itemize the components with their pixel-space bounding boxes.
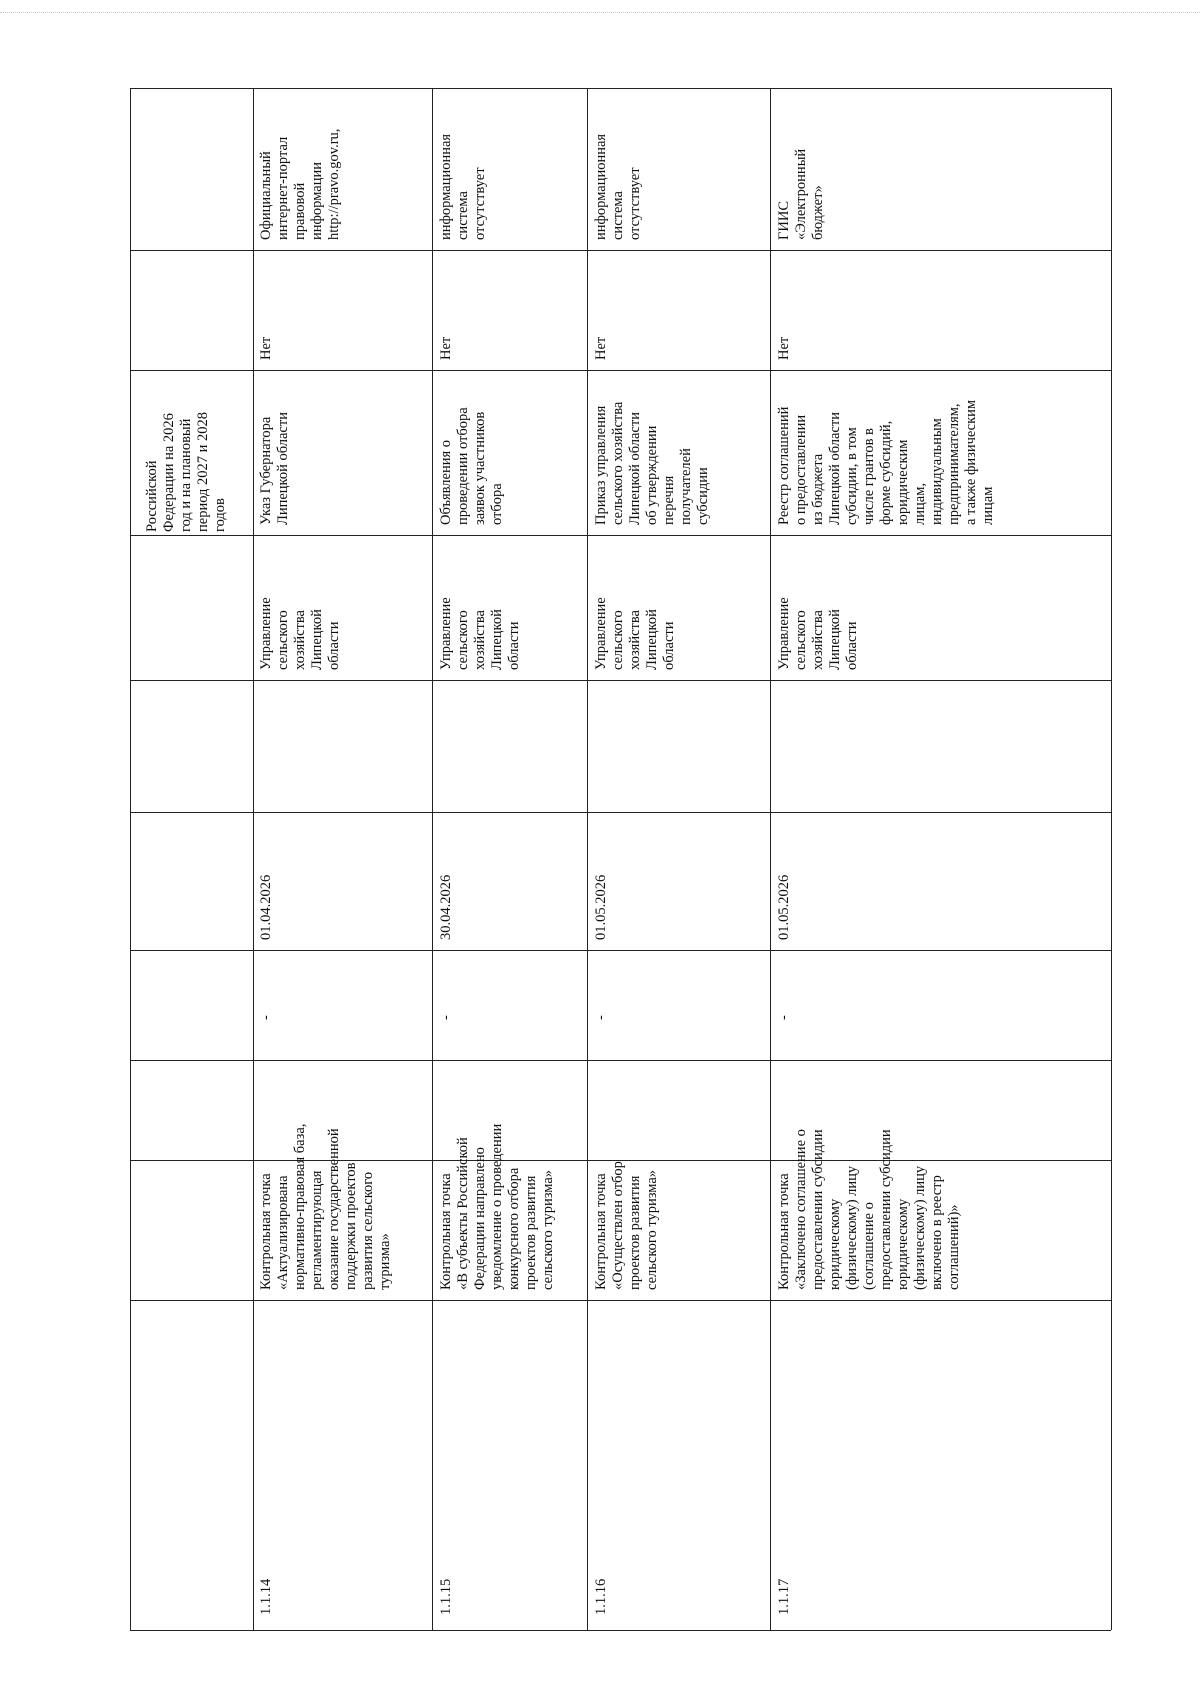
row-flag: Нет	[438, 336, 454, 360]
row-responsible: Управление сельского хозяйства Липецкой области	[438, 597, 522, 670]
row-control-point-name: Контрольная точка «В субъекты Российской Федерации направлено уведомление о проведении конкурсного отбора проектов развития сельского туризма»	[438, 1123, 556, 1290]
row-responsible: Управление сельского хозяйства Липецкой области	[258, 597, 342, 670]
table-row-line	[130, 812, 1111, 813]
row-end-date: 01.04.2026	[258, 874, 274, 940]
row-info-system: информационная система отсутствует	[438, 133, 488, 240]
row-control-point-name: Контрольная точка «Осуществлен отбор проектов развития сельского туризма»	[593, 1161, 660, 1290]
row-info-system: ГИИС «Электронный бюджет»	[776, 148, 826, 240]
row-end-date: 01.05.2026	[776, 874, 792, 940]
row-end-date: 01.05.2026	[593, 874, 609, 940]
row-flag: Нет	[258, 336, 274, 360]
row-start-date: -	[593, 1015, 609, 1020]
row-responsible: Управление сельского хозяйства Липецкой области	[593, 597, 677, 670]
table-column-line	[1111, 88, 1112, 1630]
table-column-line	[253, 88, 254, 1630]
row-document: Указ Губернатора Липецкой области	[258, 412, 291, 525]
row-flag: Нет	[776, 336, 792, 360]
header-document-continuation: Российской Федерации на 2026 год и на плановый период 2027 и 2028 годов	[144, 411, 228, 532]
row-control-point-name: Контрольная точка «Заключено соглашение о предоставлении субсидии юридическому (физическому) лицу (соглашение о предоставлении субсидии юридическому (физическому) лицу включено в реестр соглашений)»	[776, 1129, 962, 1290]
table-row-line	[130, 1300, 1111, 1301]
table-row-line	[130, 680, 1111, 681]
table-row-line	[130, 250, 1111, 251]
table-row-line	[130, 1630, 1111, 1631]
row-end-date: 30.04.2026	[438, 874, 454, 940]
row-flag: Нет	[593, 336, 609, 360]
table-row-line	[130, 950, 1111, 951]
table-row-line	[130, 88, 1111, 89]
row-document: Объявления о проведении отбора заявок участников отбора	[438, 407, 505, 525]
table-column-line	[432, 88, 433, 1630]
row-number: 1.1.14	[258, 1578, 274, 1615]
row-document: Реестр соглашений о предоставлении из бюджета Липецкой области субсидии, в том числе грантов в форме субсидий, юридическим лицам, индивидуальным предпринимателям, а также физическим лицам	[776, 399, 996, 525]
table-column-line	[130, 88, 131, 1630]
row-start-date: -	[438, 1015, 454, 1020]
row-number: 1.1.17	[776, 1578, 792, 1615]
table-column-line	[770, 88, 771, 1630]
row-responsible: Управление сельского хозяйства Липецкой области	[776, 597, 860, 670]
row-start-date: -	[258, 1015, 274, 1020]
table-column-line	[587, 88, 588, 1630]
row-number: 1.1.16	[593, 1578, 609, 1615]
row-number: 1.1.15	[438, 1578, 454, 1615]
page-top-edge	[0, 12, 1200, 13]
row-document: Приказ управления сельского хозяйства Липецкой области об утверждении перечня получателей субсидии	[593, 401, 711, 525]
row-info-system: Официальный интернет-портал правовой информации http://pravo.gov.ru,	[258, 128, 342, 240]
row-start-date: -	[776, 1015, 792, 1020]
row-control-point-name: Контрольная точка «Актуализирована нормативно-правовая база, регламентирующая оказание государственной поддержки проектов развития сельского туризма»	[258, 1123, 393, 1290]
row-info-system: информационная система отсутствует	[593, 133, 643, 240]
